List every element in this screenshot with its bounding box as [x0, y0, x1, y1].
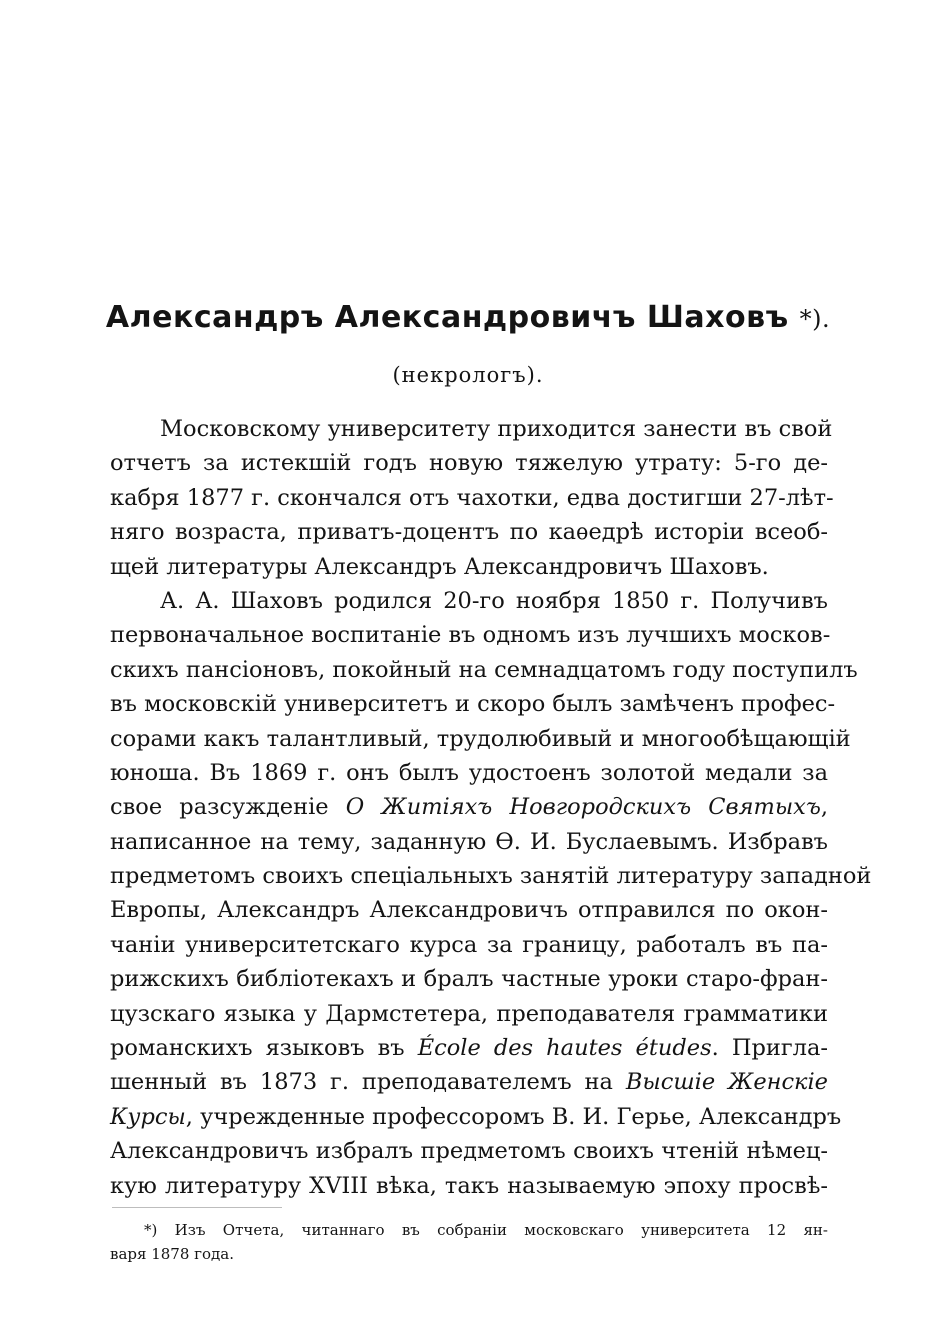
body-line: написанное на тему, заданную Ѳ. И. Буслаевымъ. Избравъ: [110, 828, 828, 855]
body-line: А. А. Шаховъ родился 20-го ноября 1850 г. Получивъ: [160, 587, 828, 614]
body-line: [110, 1100, 842, 1134]
footnote: [110, 1218, 828, 1266]
body-line: въ московскій университетъ и скоро былъ замѣченъ профес-: [110, 691, 836, 718]
body-line: кую литературу XVIII вѣка, такъ называемую эпоху просвѣ-: [110, 1172, 828, 1199]
body-line: предметомъ своихъ спеціальныхъ занятій литературу западной: [110, 863, 872, 890]
body-line: отчетъ за истекшій годъ новую тяжелую утрату: 5-го де-: [110, 450, 828, 477]
body-line: юноша. Въ 1869 г. онъ былъ удостоенъ золотой медали за: [110, 759, 828, 786]
body-line: [110, 790, 828, 824]
body-line: Александровичъ избралъ предметомъ своихъ чтеній нѣмец-: [110, 1138, 828, 1165]
institution-courses-cont: Курсы: [110, 1103, 186, 1130]
body-line: рижскихъ библіотекахъ и бралъ частные уроки старо-фран-: [110, 966, 828, 993]
footnote-divider: [112, 1207, 282, 1208]
body-line: чаніи университетскаго курса за границу, работалъ въ па-: [110, 931, 828, 958]
body-line: Московскому университету приходится занести въ свой: [160, 416, 833, 442]
body-line: кабря 1877 г. скончался отъ чахотки, едва достигши 27-лѣт-: [110, 484, 834, 511]
body-line: [110, 1031, 828, 1065]
body-line: няго возраста, приватъ-доцентъ по каѳедрѣ исторіи всеоб-: [110, 519, 828, 546]
body-text: . Пригла-: [711, 1035, 828, 1062]
body-text: свое разсужденіе: [110, 794, 346, 821]
body-text: романскихъ языковъ въ: [110, 1035, 418, 1062]
work-title-zhitiya: О Житіяхъ Новгородскихъ Святыхъ: [345, 794, 821, 821]
obituary-body: [110, 412, 872, 1203]
institution-courses: Высшіе Женскіе: [625, 1069, 828, 1096]
body-text: шенный въ 1873 г. преподавателемъ на: [110, 1069, 626, 1096]
body-text: , учрежденные профессоромъ В. И. Герье, Александръ: [185, 1103, 842, 1130]
body-line: цузскаго языка у Дармстетера, преподавателя грамматики: [110, 1000, 828, 1027]
footnote-line: варя 1878 года.: [110, 1245, 234, 1263]
title-name: Александръ Александровичъ Шаховъ: [105, 300, 789, 335]
body-text: ,: [820, 794, 828, 821]
body-line: щей литературы Александръ Александровичъ Шаховъ.: [110, 553, 769, 580]
obituary-title: [0, 298, 936, 339]
institution-ecole: École des hautes études: [417, 1035, 712, 1062]
title-footnote-marker: *).: [799, 305, 831, 333]
footnote-line: *) Изъ Отчета, читаннаго въ собраніи московскаго университета 12 ян-: [144, 1221, 828, 1239]
body-line: первоначальное воспитаніе въ одномъ изъ лучшихъ москов-: [110, 622, 831, 649]
body-line: Европы, Александръ Александровичъ отправился по окон-: [110, 897, 828, 924]
body-line: [110, 1065, 828, 1099]
body-line: скихъ пансіоновъ, покойный на семнадцатомъ году поступилъ: [110, 656, 858, 683]
obituary-subtitle: (некрологъ).: [392, 363, 544, 387]
body-line: сорами какъ талантливый, трудолюбивый и многообѣщающій: [110, 725, 851, 752]
